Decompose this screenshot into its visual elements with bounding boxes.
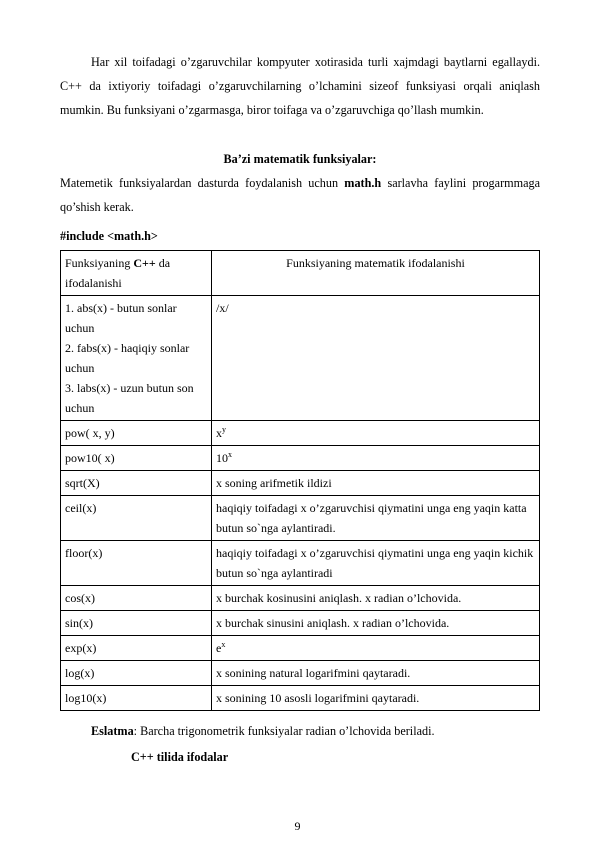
table-row [61, 421, 540, 446]
function-cell: floor(x) [61, 541, 212, 586]
table-row [61, 496, 540, 541]
note-line [91, 724, 540, 739]
math-base: e [216, 641, 222, 655]
table-row [61, 541, 540, 586]
math-base: x [216, 426, 222, 440]
include-line: #include <math.h> [60, 229, 158, 243]
abs-math-cell: /x/ [212, 296, 540, 421]
table-row [61, 296, 540, 421]
header-cell-cpp [61, 251, 212, 296]
function-cell: sqrt(X) [61, 471, 212, 496]
table-row [61, 446, 540, 471]
math-cell: haqiqiy toifadagi x o’zgaruvchisi qiymatini unga eng yaqin kichik butun so`nga aylantiradi [212, 541, 540, 586]
math-exponent: x [221, 640, 226, 649]
page-number: 9 [294, 819, 301, 833]
header-col1-post: da ifodalanishi [65, 256, 171, 290]
math-exponent: y [222, 425, 226, 434]
intro-paragraph: Har xil toifadagi o’zgaruvchilar kompyuter xotirasida turli xajmdagi baytlarni egallaydi. C++ da ixtiyoriy toifadagi o’zgaruvchilarning o’lchamini sizeof funksiyasi orqali aniqlash mumkin. Bu funksiyani o’zgarmasga, biror toifaga va o’zgaruvchiga qo’llash mumkin. [60, 55, 540, 117]
math-para-after: sarlavha faylini progarmmaga qo’shish kerak. [60, 176, 540, 214]
math-cell [212, 446, 540, 471]
subheading: C++ tilida ifodalar [131, 750, 229, 764]
math-base: 10 [216, 451, 228, 465]
math-h-label: math.h [344, 176, 382, 190]
math-cell [212, 636, 540, 661]
function-cell: sin(x) [61, 611, 212, 636]
math-cell: x soning arifmetik ildizi [212, 471, 540, 496]
function-cell: ceil(x) [61, 496, 212, 541]
abs-line-2: 2. fabs(x) - haqiqiy sonlar uchun [65, 341, 190, 375]
math-cell: x burchak kosinusini aniqlash. x radian o’lchovida. [212, 586, 540, 611]
function-cell: pow( x, y) [61, 421, 212, 446]
math-paragraph [60, 171, 540, 219]
table-row [61, 661, 540, 686]
header-col1-bold: C++ [133, 256, 156, 270]
function-cell: cos(x) [61, 586, 212, 611]
math-exponent: x [228, 450, 232, 459]
math-para-before: Matemetik funksiyalardan dasturda foydalanish uchun [60, 176, 345, 190]
math-cell: x sonining natural logarifmini qaytaradi. [212, 661, 540, 686]
table-row [61, 686, 540, 711]
math-cell: haqiqiy toifadagi x o’zgaruvchisi qiymatini unga eng yaqin katta butun so`nga aylantiradi. [212, 496, 540, 541]
math-functions-table [60, 250, 540, 711]
abs-functions-cell [61, 296, 212, 421]
table-row [61, 586, 540, 611]
math-cell [212, 421, 540, 446]
math-cell: x burchak sinusini aniqlash. x radian o’lchovida. [212, 611, 540, 636]
table-row [61, 471, 540, 496]
header-cell-math: Funksiyaning matematik ifodalanishi [212, 251, 540, 296]
function-cell: pow10( x) [61, 446, 212, 471]
note-label: Eslatma [91, 724, 134, 738]
function-cell: log(x) [61, 661, 212, 686]
abs-line-3: 3. labs(x) - uzun butun son uchun [65, 381, 194, 415]
math-cell: x sonining 10 asosli logarifmini qaytaradi. [212, 686, 540, 711]
table-row [61, 636, 540, 661]
note-text: : Barcha trigonometrik funksiyalar radian o’lchovida beriladi. [133, 724, 435, 738]
function-cell: exp(x) [61, 636, 212, 661]
table-row [61, 611, 540, 636]
section-title: Ba’zi matematik funksiyalar: [223, 152, 377, 166]
function-cell: log10(x) [61, 686, 212, 711]
abs-line-1: 1. abs(x) - butun sonlar uchun [65, 301, 177, 335]
header-col1-pre: Funksiyaning [65, 256, 134, 270]
table-header-row [61, 251, 540, 296]
